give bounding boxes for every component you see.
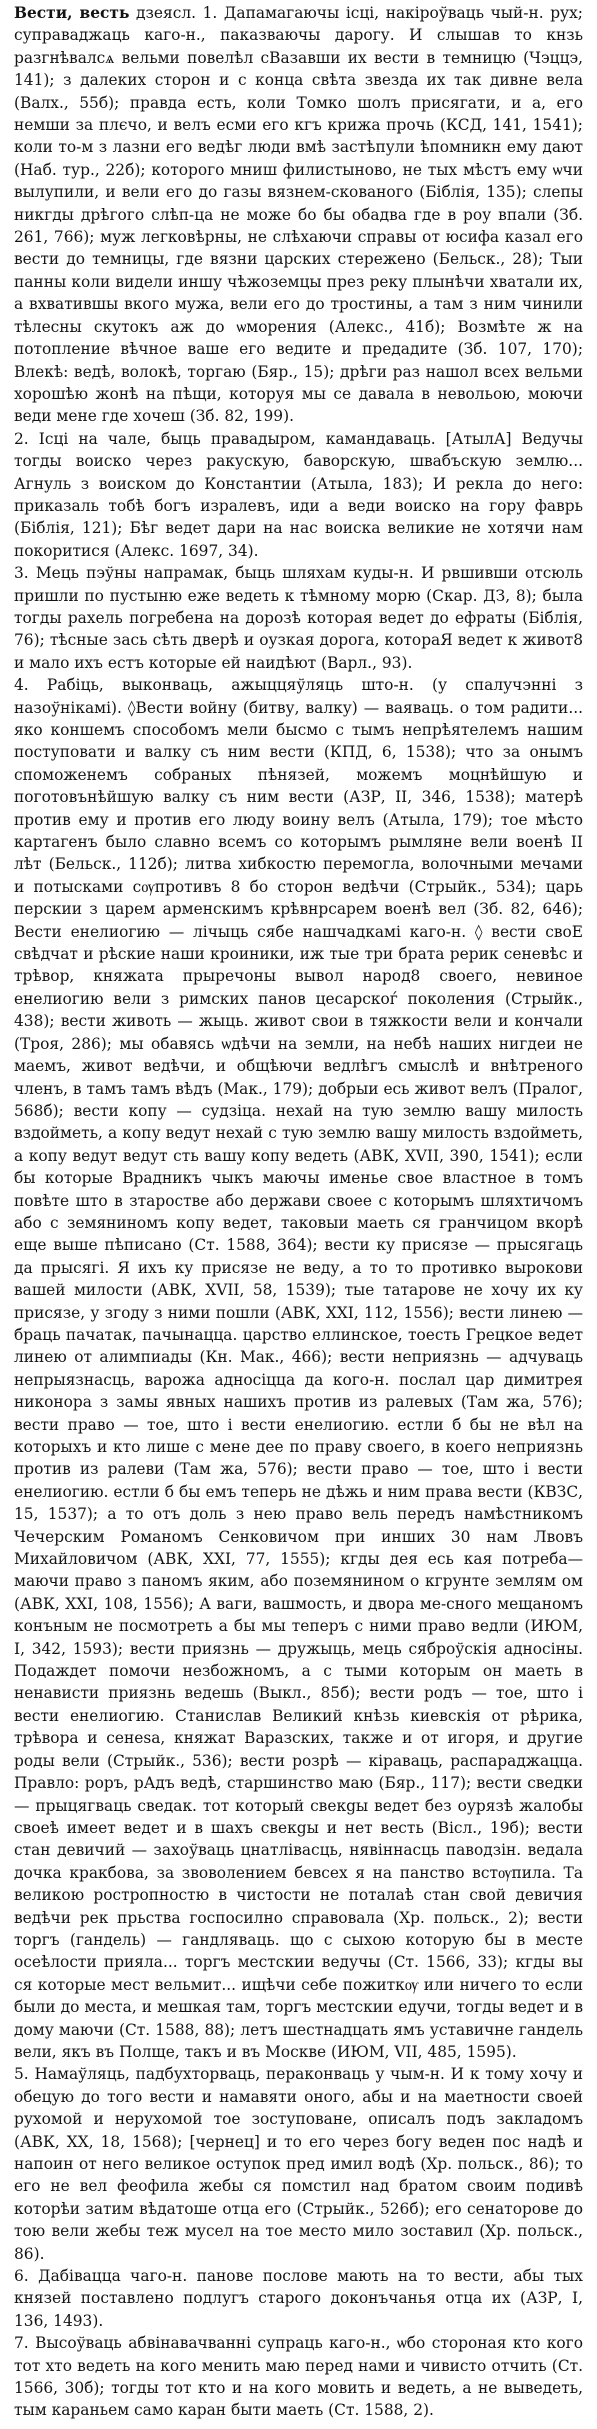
- sense-3: 3. Мець пэўны напрамак, быць шляхам куды-н. И рвшивши отсюль пришли по пустыню еже ведеть к тѣмному морю (Скар. ДЗ, 8); была тогды рахель погребена на дорозѣ которая ведет до ефраты (Біблія, 76); тѣсные зась сѣть дверѣ и оузкая дорога, котораЯ ведет к живот8 и мало ихъ естъ которые ей наидѣют (Варл., 93).: [14, 564, 588, 672]
- sense-5: 5. Намаўляць, падбухторваць, пераконваць у чым-н. И к тому хочу и обецую до того вести и намавяти оного, абы и на маетности своей рухомой и нерухомой тое зоступоване, описалъ подъ закладомъ (АВК, XX, 18, 1568); [чернец] и то его через богу веден пос надѣ и напоин от него великое оступок пред имил водѣ (Хр. польск., 86); то его не вел феофила жебы ся помстил над братом своим подивѣ которѣи затим вѣдатоше отца его (Стрыйк., 526б); его сенаторове до тою вели жебы теж мусел на тое место мило зоставил (Хр. польск., 86).: [14, 2065, 588, 2263]
- sense-2: 2. Ісці на чале, быць правадыром, камандаваць. [АтылА] Ведучы тогды воиско через ракускую, баворскую, швабъскую землю... Агнуль з воиском до Константии (Атыла, 183); И рекла до него: приказаль тобѣ богъ изралевъ, иди а веди воиско на гору фаврь (Біблія, 121); Бѣг ведет дари на нас воиска великие не хотячи нам покоритися (Алекс. 1697, 34).: [14, 429, 588, 560]
- sense-4: 4. Рабіць, выконваць, ажыццяўляць што-н. (у спалучэнні з назоўнікамі). ◊Вести войну (битву, валку) — ваяваць. о том радити... яко коншемъ способомъ мели бысмо с тымъ непрѣятелемъ нашим поступовати и валку съ ним вести (КПД, 6, 1538); что за онымъ споможенемъ собраных пѣнязей, можемъ моцнѣйшую и поготовънѣйшую валку съ ним вести (АЗР, II, 346, 1538); матерѣ против ему и против его люду воину велъ (Атыла, 179); тое мѣсто картагенъ было славно всемъ со которымъ рымляне вели военѣ II лѣт (Бельск., 112б); литва хибкостю перемогла, волочными мечами и потысками сѹпротивъ 8 бо сторон ведѣчи (Стрыйк., 534); царь перскии з царем арменскимъ крѣвнрсарем военѣ вел (Зб. 82, 646); Вести енелиогию — лічыць сябе нашчадкамі каго-н. ◊ вести своЕ свѣдчат и рѣские наши кроиники, иж тые три брата рерик сеневѣс и трѣвор, княжата прыречоны вывол народ8 своего, невиное енелиогию вели з римских панов цесарскоѓ поколения (Стрыйк., 438); вести животь — жыць. живот свои в тяжкости вели и кончали (Троя, 286); мы обавясь ѡдѣчи на земли, на небѣ наших нигдеи не маемъ, живот ведѣчи, и общѣючи ведлѣгъ смыслѣ и внѣтреного членъ, в тамъ тамъ вѣдъ (Мак., 179); добрыи есь живот велъ (Пралог, 568б); вести копу — судзіца. нехай на тую землю вашу милость вздойметь, а копу ведут нехай с тую землю вашу милость вздойметь, а копу ведут ведут сть вашу копу ведеть (АВК, XVII, 390, 1541); если бы которые Врадникъ чыкъ маючы именье свое властное в томъ повѣте што в зтаростве або держави своее с которымъ шляхтичомъ або с земяниномъ копу ведет, таковыи маеть ся гранчицом вкорѣ еще выше пѣписано (Ст. 1588, 364); вести ку присязе — прысягаць да прысягі. Я ихъ ку присязе не веду, а то то противко вырокови вашей милости (АВК, XVII, 58, 1539); тые татарове не хочу их ку присязе, у згоду з ними пошли (АВК, XXI, 112, 1556); вести линею — браць пачатак, пачынацца. царство еллинское, тоесть Грецкое ведет линею от алимпиады (Кн. Мак., 466); вести неприязнь — адчуваць непрыязнасць, варожа адносіцца да кого-н. послал цар димитрея никонора з замы явных нашихъ против из ралевых (Там жа, 576); вести право — тое, што і вести енелиогию. естли б бы не вѣл на которыхъ и кто лише с мене дее по праву своего, в коего неприязнь против из ралеви (Там жа, 576); вести право — тое, што і вести енелиогию. естли б бы емъ теперь не дѣжь и ним права вести (КВЗС, 15, 1537); а то отъ доль з нею право вель передъ намѣстникомъ Чечерским Романомъ Сенковичом при инших 30 нам Лвовъ Михайловичом (АВК, XXI, 77, 1555); кгды дея есь кая потреба—маючи право з паномъ яким, або поземянином о кгрунте землям ом (АВК, XXI, 108, 1556); А ваги, вашмость, и двора ме-сного мещаномъ конъным не посмотреть а бы мы теперъ с ними право ведли (ИЮМ, I, 342, 1593); вести приязнь — дружыць, мець сяброўскія адносіны. Подаждет помочи незбожномъ, а с тыми которым он маеть в ненависти приязнь ведешь (Выкл., 85б); вести родъ — тое, што і вести енелиогию. Станислав Великий кнѣзь киевскія от рѣрика, трѣвора и сенеѕа, княжат Варазских, также и от игоря, и другие роды вели (Стрыйк., 536); вести розрѣ — кіраваць, распараджацца. Правло: роръ, рАдъ ведѣ, старшинство маю (Бяр., 117); вести сведки — прыцягваць сведак. тот который свекgы ведет без оурязѣ жалобы своеѣ имеет ведет и в шахъ свекgы и нет весть (Вісл., 19б); вести стан девичий — захоўваць цнатлівасць, нявіннасць паводзін. ведала дочка кракбова, за звоволением бевсех я на панство встѹпила. Та великою ростропностю в чистости не поталаѣ стан свой девичия ведѣчи рек прьства госпосилно справовала (Хр. польск., 2); вести торгъ (гандель) — гандляваць. що с сыхою которую бы в месте осеѣлости прияла... торгъ местскии ведучы (Ст. 1566, 33); кгды вы ся которые мест вельмит... ищѣчи себе пожиткѹ или ничего то если были до места, и мешкая там, торгъ местскии едучи, тогды ведет и в дому маючи (Ст. 1588, 88); летъ шестнадцать ямъ уставичне гандель вели, якъ въ Полще, такъ и въ Москве (ИЮМ, VII, 485, 1595).: [14, 676, 588, 2061]
- entry-paragraph-1: [14, 2, 588, 428]
- sense-6: 6. Дабівацца чаго-н. панове послове мають на то вести, абы тых князей поставлено подлугъ старого доконъчанья отца их (АЗР, I, 136, 1493).: [14, 2267, 588, 2330]
- sense-7: 7. Высоўваць абвінавачванні супраць каго-н., ѡбо стороная кто кого тот хто ведеть на кого менить маю перед нами и чивисто отчить (Ст. 1566, 30б); тогды тот кто и на кого мовить и ведеть, а не выведеть, тым караньем само каран быти маеть (Ст. 1588, 2).: [14, 2334, 588, 2420]
- entry-headword: Вести, весть: [14, 4, 130, 22]
- sense-1: 1. Дапамагаючы ісці, накіроўваць чый-н. рух; суправаджаць каго-н., паказваючы дарогу. И слышав то кнзь разгнѣвалсѧ вельми повелѣл сВазавши их вести в темницю (Чэццэ, 141); з далеких сторон и с конца свѣта звезда их так дивне вела (Валх., 55б); правда есть, коли Томко шолъ присягати, и а, его немши за плєчо, и велъ есми его кгъ крижа прочь (КСД, 141, 1541); коли то-м з лазни его ведѣг люди вмѣ застѣпули ѣпомникн ему дают (Наб. тур., 22б); которого мниш филистыново, не тых мѣстъ ему ѡчи вылупили, и вели его до газы вязнем-скованого (Біблія, 135); слепы никгды дрѣгого слѣп-ца не може бо бы обадва где в роу впали (Зб. 261, 766); муж легковѣрны, не слѣхаючи справы от юсифа казал его вести до темницы, где вязни царских стережено (Бельск., 28); Тыи панны коли видели иншу чѣжоземцы през реку плынѣчи хватали их, а вхватившы вкого мужа, вели его до тростины, а там з ним чинили тѣлесны скутокъ аж до ѡморения (Алекс., 41б); Возмѣте ж на потопление вѣчное ваше его ведите и предадите (Зб. 107, 170); Влекѣ: ведѣ, волокѣ, торгаю (Бяр., 15); дрѣги раз нашол всех вельми хорошѣю жонѣ на пѣщи, которуя мы се давала в невольою, моючи веди мене где хочеш (Зб. 82, 199).: [14, 4, 588, 426]
- entry-grammar-label: дзеясл.: [136, 4, 196, 22]
